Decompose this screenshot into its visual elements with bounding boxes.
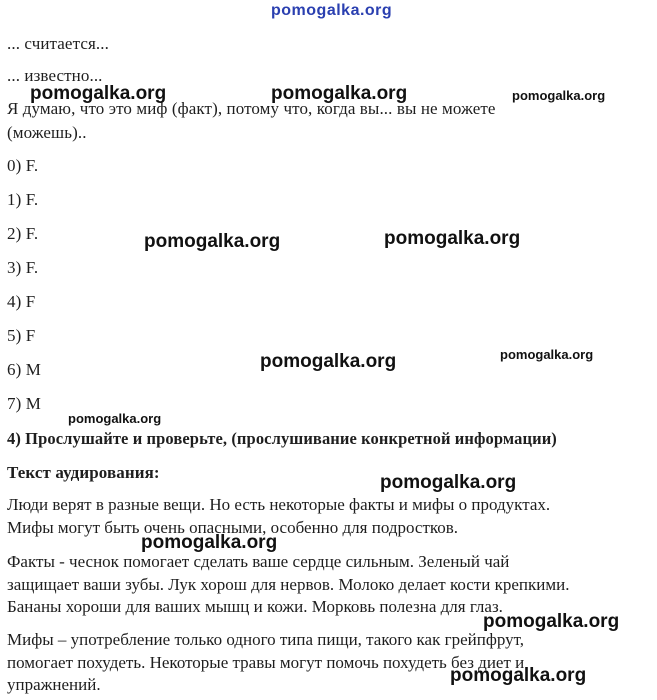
watermark-text: pomogalka.org: [500, 347, 594, 362]
text-known: ... известно...: [7, 66, 103, 85]
watermark-text: pomogalka.org: [384, 228, 521, 249]
answer-item: 5) F: [7, 326, 36, 345]
paragraph-line: упражнений.: [7, 675, 101, 694]
watermark-text: pomogalka.org: [512, 88, 606, 103]
paragraph-line: защищает ваши зубы. Лук хорош для нервов. Молоко делает кости крепкими.: [7, 574, 570, 594]
answer-item: 7) M: [7, 394, 41, 413]
site-watermark-top: pomogalka.org: [271, 2, 393, 19]
answer-item: 6) M: [7, 360, 41, 379]
opinion-line-1: Я думаю, что это миф (факт), потому что, когда вы... вы не можете: [7, 99, 496, 118]
watermark-text: pomogalka.org: [380, 472, 517, 493]
paragraph-line: помогает похудеть. Некоторые травы могут помочь похудеть без диет и: [7, 652, 525, 672]
answer-item: 0) F.: [7, 156, 39, 175]
paragraph-line: Факты - чеснок помогает сделать ваше сердце сильным. Зеленый чай: [7, 552, 510, 571]
watermark-text: pomogalka.org: [144, 231, 281, 252]
watermark-text: pomogalka.org: [450, 665, 587, 686]
text-considered: ... считается...: [7, 34, 109, 53]
watermark-text: pomogalka.org: [30, 83, 167, 104]
listening-title: Текст аудирования:: [7, 463, 160, 482]
watermark-text: pomogalka.org: [271, 83, 408, 104]
answer-item: 3) F.: [7, 258, 39, 277]
watermark-text: pomogalka.org: [68, 411, 162, 426]
watermark-text: pomogalka.org: [141, 532, 278, 553]
watermark-text: pomogalka.org: [483, 611, 620, 632]
paragraph-line: Люди верят в разные вещи. Но есть некоторые факты и мифы о продуктах.: [7, 495, 551, 514]
answer-item: 1) F.: [7, 190, 39, 209]
paragraph-line: Мифы – употребление только одного типа пищи, такого как грейпфрут,: [7, 630, 525, 649]
paragraph-line: Бананы хороши для ваших мышц и кожи. Морковь полезна для глаз.: [7, 597, 503, 616]
answer-item: 4) F: [7, 292, 36, 311]
paragraph-intro: [7, 494, 652, 539]
answer-item: 2) F.: [7, 224, 39, 243]
paragraph-facts: [7, 551, 652, 619]
paragraph-line: Мифы могут быть очень опасными, особенно для подростков.: [7, 517, 459, 537]
watermark-text: pomogalka.org: [260, 351, 397, 372]
opinion-line-2: (можешь)..: [7, 123, 87, 142]
task-heading: 4) Прослушайте и проверьте, (прослушивание конкретной информации): [7, 429, 557, 448]
